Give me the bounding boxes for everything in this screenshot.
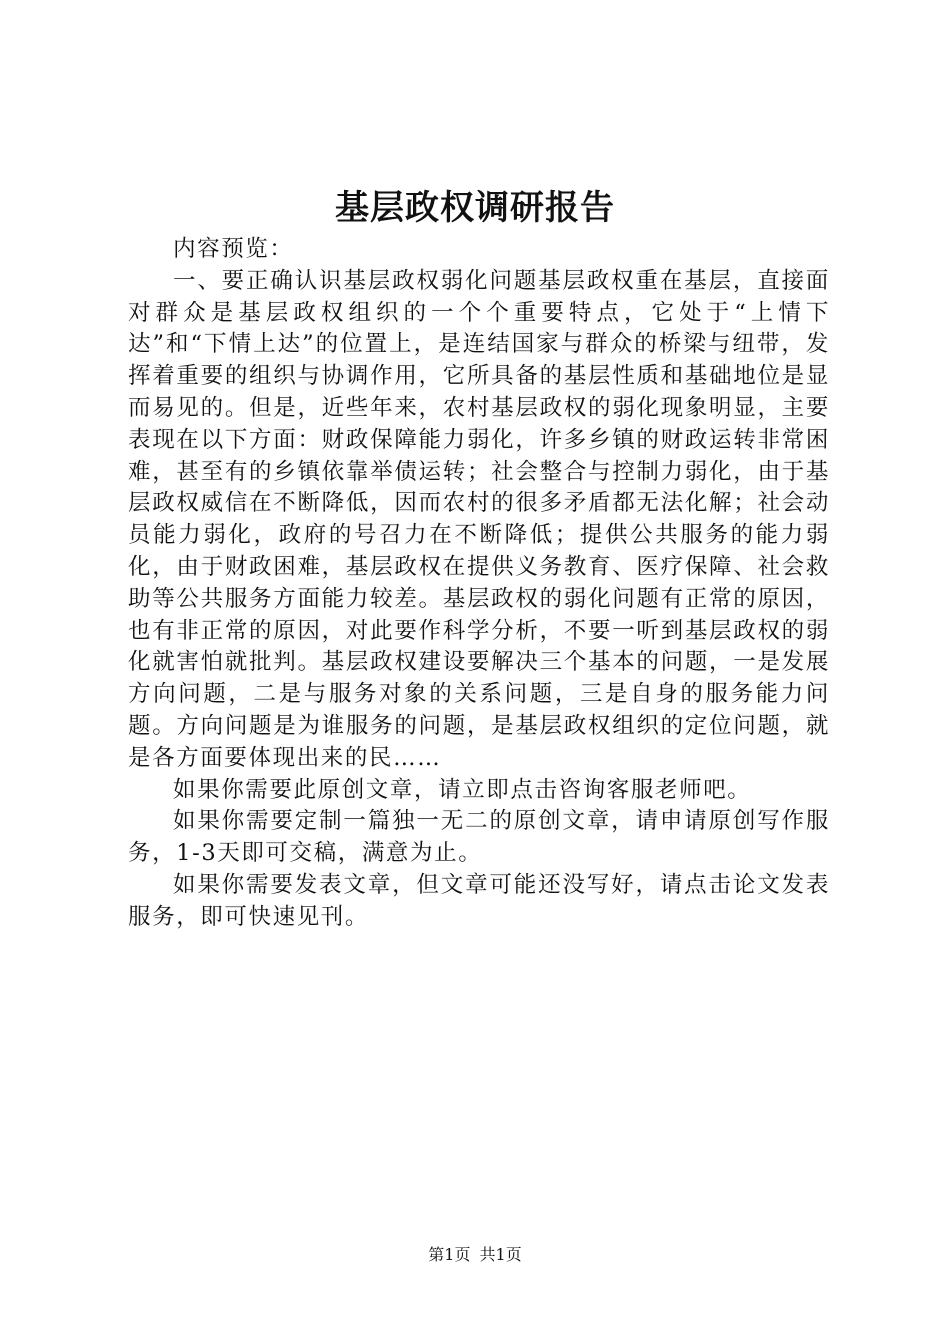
publication-paragraph: 如果你需要发表文章，但文章可能还没写好，请点击论文发表服务，即可快速见刊。 <box>128 871 830 930</box>
page-footer <box>0 1244 950 1266</box>
document-body <box>128 234 830 934</box>
consult-paragraph: 如果你需要此原创文章，请立即点击咨询客服老师吧。 <box>173 776 752 803</box>
preview-label: 内容预览： <box>173 236 294 262</box>
custom-writing-paragraph: 如果你需要定制一篇独一无二的原创文章，请申请原创写作服务，1-3天即可交稿，满意为止。 <box>128 808 830 867</box>
page-total: 共1页 <box>479 1245 522 1264</box>
page-number: 第1页 <box>428 1245 471 1264</box>
preview-paragraph: 一、要正确认识基层政权弱化问题基层政权重在基层，直接面对群众是基层政权组织的一个个重要特点，它处于“上情下达”和“下情上达”的位置上，是连结国家与群众的桥梁与纽带，发挥着重要的组织与协调作用，它所具备的基层性质和基础地位是显而易见的。但是，近些年来，农村基层政权的弱化现象明显，主要表现在以下方面：财政保障能力弱化，许多乡镇的财政运转非常困难，甚至有的乡镇依靠举债运转；社会整合与控制力弱化，由于基层政权威信在不断降低，因而农村的很多矛盾都无法化解；社会动员能力弱化，政府的号召力在不断降低；提供公共服务的能力弱化，由于财政困难，基层政权在提供义务教育、医疗保障、社会救助等公共服务方面能力较差。基层政权的弱化问题有正常的原因，也有非正常的原因，对此要作科学分析，不要一听到基层政权的弱化就害怕就批判。基层政权建设要解决三个基本的问题，一是发展方向问题，二是与服务对象的关系问题，三是自身的服务能力问题。方向问题是为谁服务的问题，是基层政权组织的定位问题，就是各方面要体现出来的民…… <box>128 267 830 771</box>
document-title: 基层政权调研报告 <box>335 188 615 228</box>
